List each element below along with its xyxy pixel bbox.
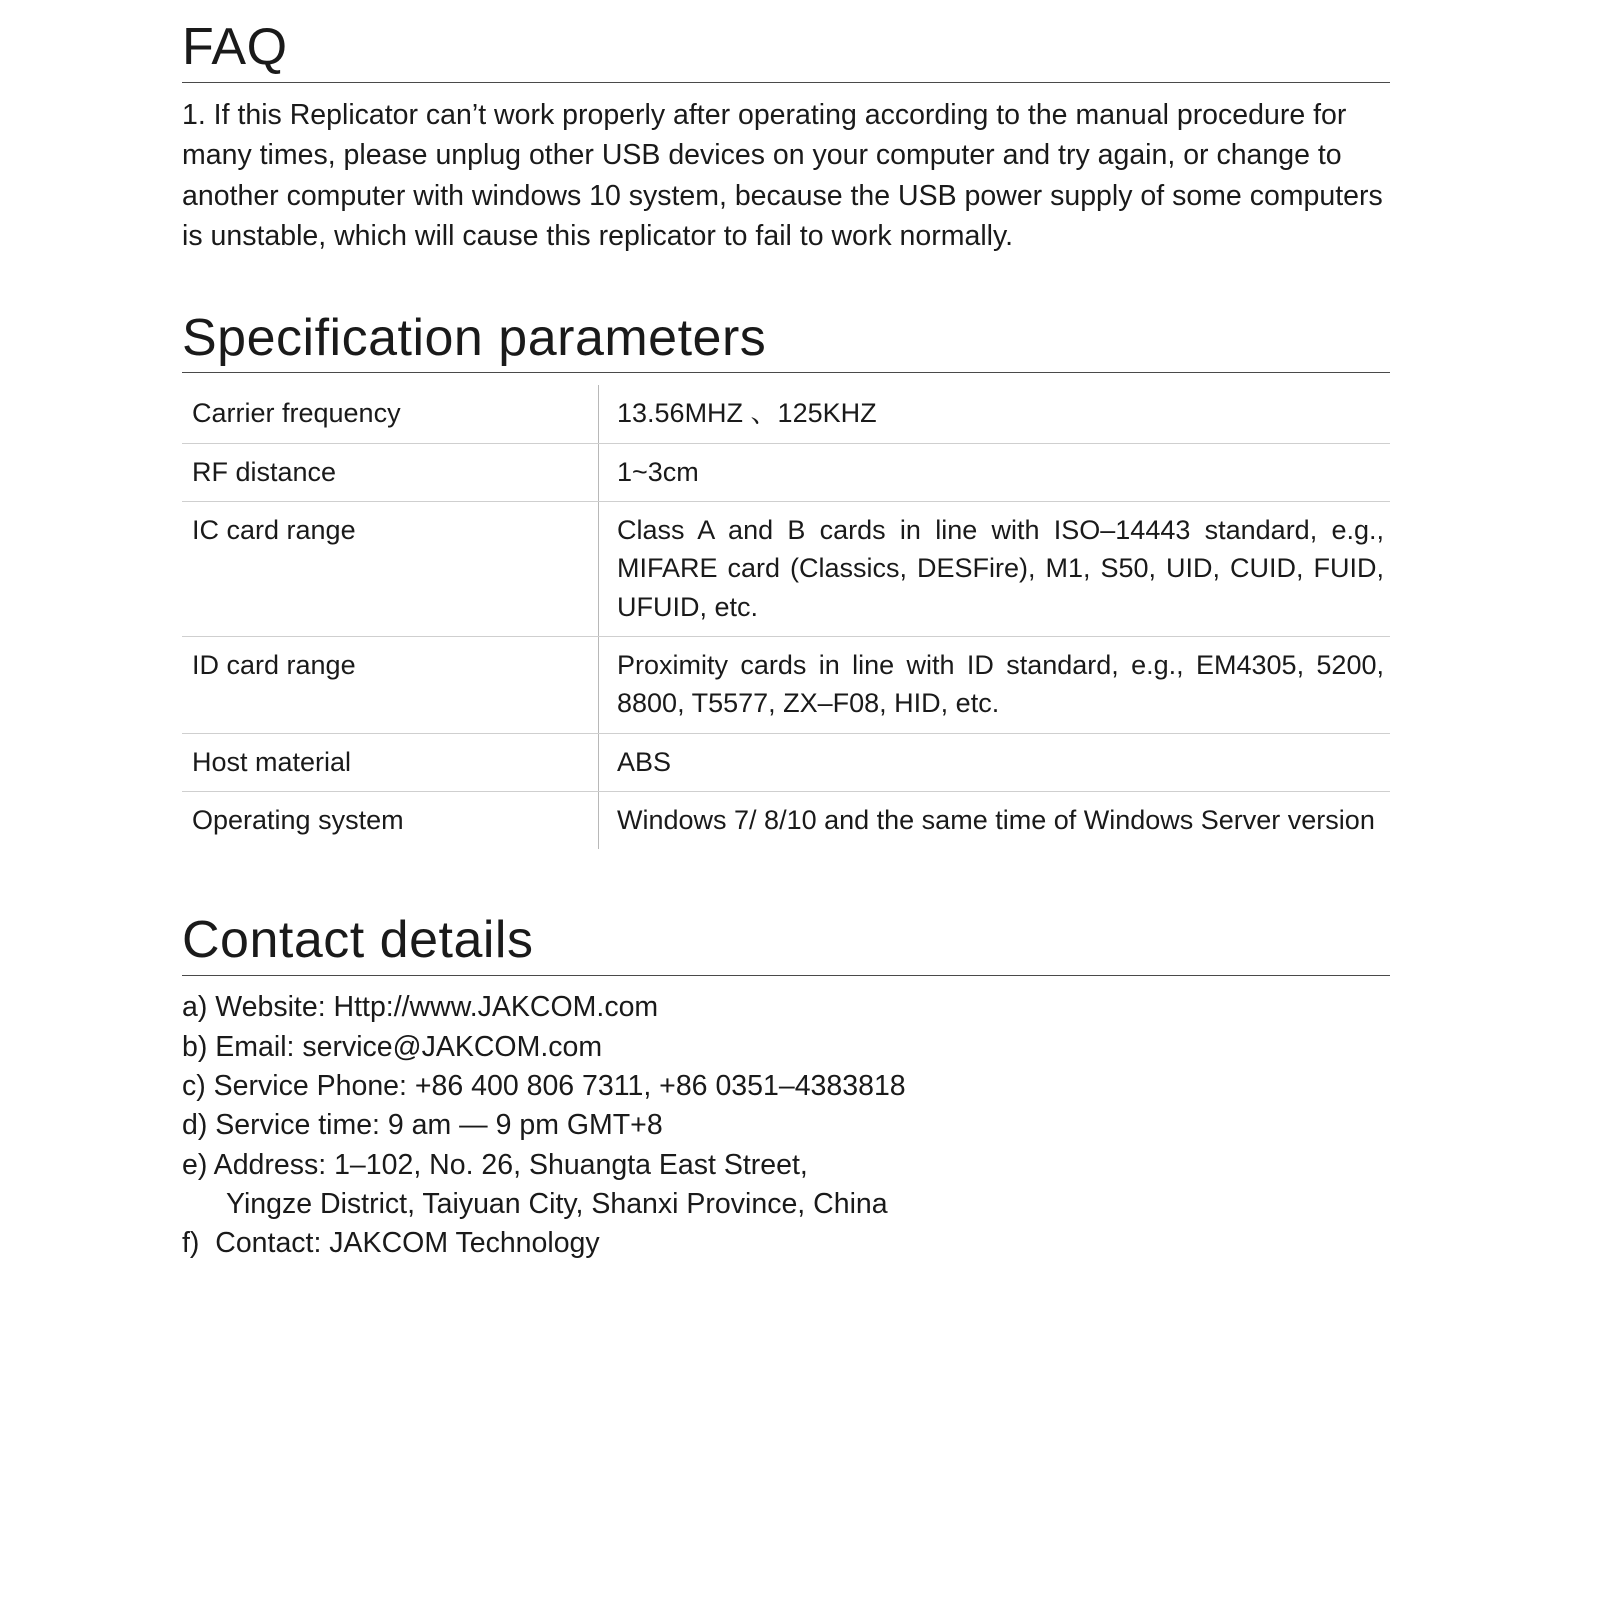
table-row <box>182 792 1390 850</box>
spec-key: Host material <box>182 733 599 791</box>
contact-heading: Contact details <box>182 911 534 970</box>
spec-value: Windows 7/ 8/10 and the same time of Windows Server version <box>599 792 1391 850</box>
spec-key: Operating system <box>192 805 404 836</box>
list-item: d) Service time: 9 am — 9 pm GMT+8 <box>182 1109 663 1142</box>
list-item: e) Address: 1–102, No. 26, Shuangta East Street, <box>182 1148 808 1181</box>
table-row <box>182 637 1390 734</box>
specification-divider <box>182 372 1390 373</box>
spec-key: ID card range <box>182 637 599 734</box>
list-item: a) Website: Http://www.JAKCOM.com <box>182 991 659 1024</box>
specification-table <box>182 385 1390 849</box>
table-row <box>182 385 1390 443</box>
list-item: Yingze District, Taiyuan City, Shanxi Province, China <box>226 1187 888 1220</box>
contact-list <box>182 988 1390 1263</box>
spec-value: 13.56MHZ 、125KHZ <box>599 385 1391 443</box>
spec-key: IC card range <box>182 502 599 637</box>
contact-divider <box>182 975 1390 976</box>
spec-key: RF distance <box>182 443 599 501</box>
table-row <box>182 502 1390 637</box>
table-row <box>182 733 1390 791</box>
spec-key: Carrier frequency <box>182 385 599 443</box>
list-item: b) Email: service@JAKCOM.com <box>182 1030 603 1063</box>
list-item: f) Contact: JAKCOM Technology <box>182 1227 600 1260</box>
list-item: c) Service Phone: +86 400 806 7311, +86 0351–4383818 <box>182 1069 906 1102</box>
faq-paragraph: 1. If this Replicator can’t work properly after operating according to the manual procedure for many times, please unplug other USB devices on your computer and try again, or change to another computer with windows 10 system, because the USB power supply of some computers is unstable, which will cause this replicator to fail to work normally. <box>182 98 1383 253</box>
spec-value: Class A and B cards in line with ISO–14443 standard, e.g., MIFARE card (Classics, DESFire), M1, S50, UID, CUID, FUID, UFUID, etc. <box>599 502 1391 637</box>
spec-value: 1~3cm <box>599 443 1391 501</box>
spacer-contact <box>182 849 1390 911</box>
table-row <box>182 443 1390 501</box>
specification-heading: Specification parameters <box>182 308 767 367</box>
faq-heading: FAQ <box>182 18 288 76</box>
spacer-spec <box>182 257 1390 309</box>
spec-value: ABS <box>599 733 1391 791</box>
spec-value: Proximity cards in line with ID standard, e.g., EM4305, 5200, 8800, T5577, ZX–F08, HID, etc. <box>599 637 1391 734</box>
faq-divider <box>182 82 1390 83</box>
